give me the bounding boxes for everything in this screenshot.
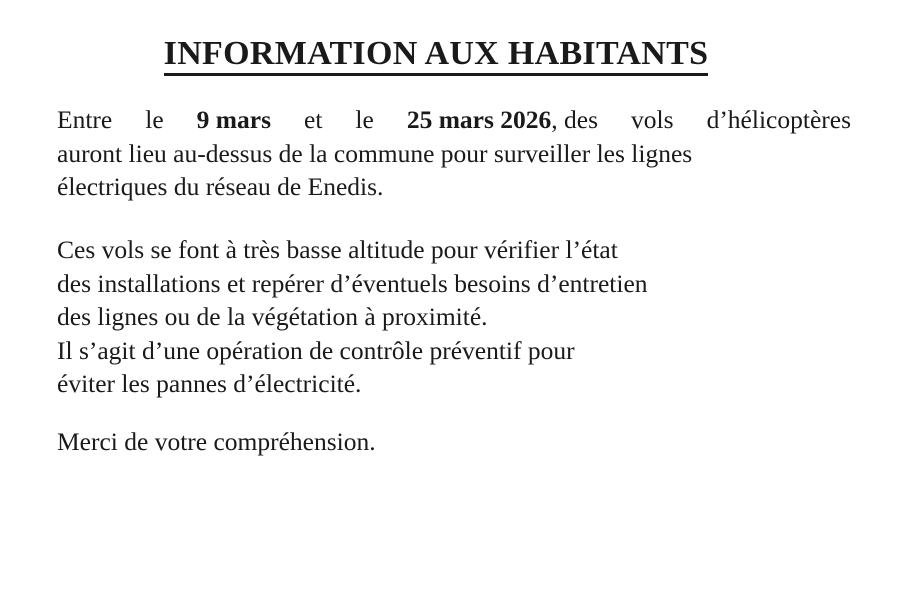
intro-paragraph: [57, 103, 851, 204]
intro-word: le: [145, 105, 164, 134]
end-date-group: [407, 103, 598, 137]
notice-title: [0, 34, 872, 76]
details-line-3: des lignes ou de la végétation à proximité.: [57, 302, 488, 331]
intro-word: le: [355, 105, 374, 134]
end-date: 25 mars 2026: [406, 105, 552, 134]
details-line-4: Il s’agit d’une opération de contrôle préventif pour: [57, 335, 575, 365]
notice-title-text: INFORMATION AUX HABITANTS: [164, 36, 709, 76]
intro-line-2: auront lieu au-dessus de la commune pour surveiller les lignes: [57, 138, 693, 168]
intro-word: , des: [551, 105, 599, 134]
details-line-5: éviter les pannes d’électricité.: [57, 369, 362, 398]
intro-word: Entre: [57, 105, 113, 134]
intro-word: et: [304, 105, 323, 134]
closing-line: Merci de votre compréhension.: [57, 427, 376, 456]
intro-line-3: électriques du réseau de Enedis.: [57, 172, 384, 201]
details-line-2: des installations et repérer d’éventuels besoins d’entretien: [57, 268, 648, 298]
start-date: 9 mars: [196, 105, 271, 134]
details-paragraph: [57, 233, 648, 401]
intro-word: d’hélicoptères: [706, 105, 851, 134]
details-line-1: Ces vols se font à très basse altitude pour vérifier l’état: [57, 235, 618, 264]
intro-line-1: [57, 103, 851, 137]
intro-word: vols: [631, 105, 674, 134]
